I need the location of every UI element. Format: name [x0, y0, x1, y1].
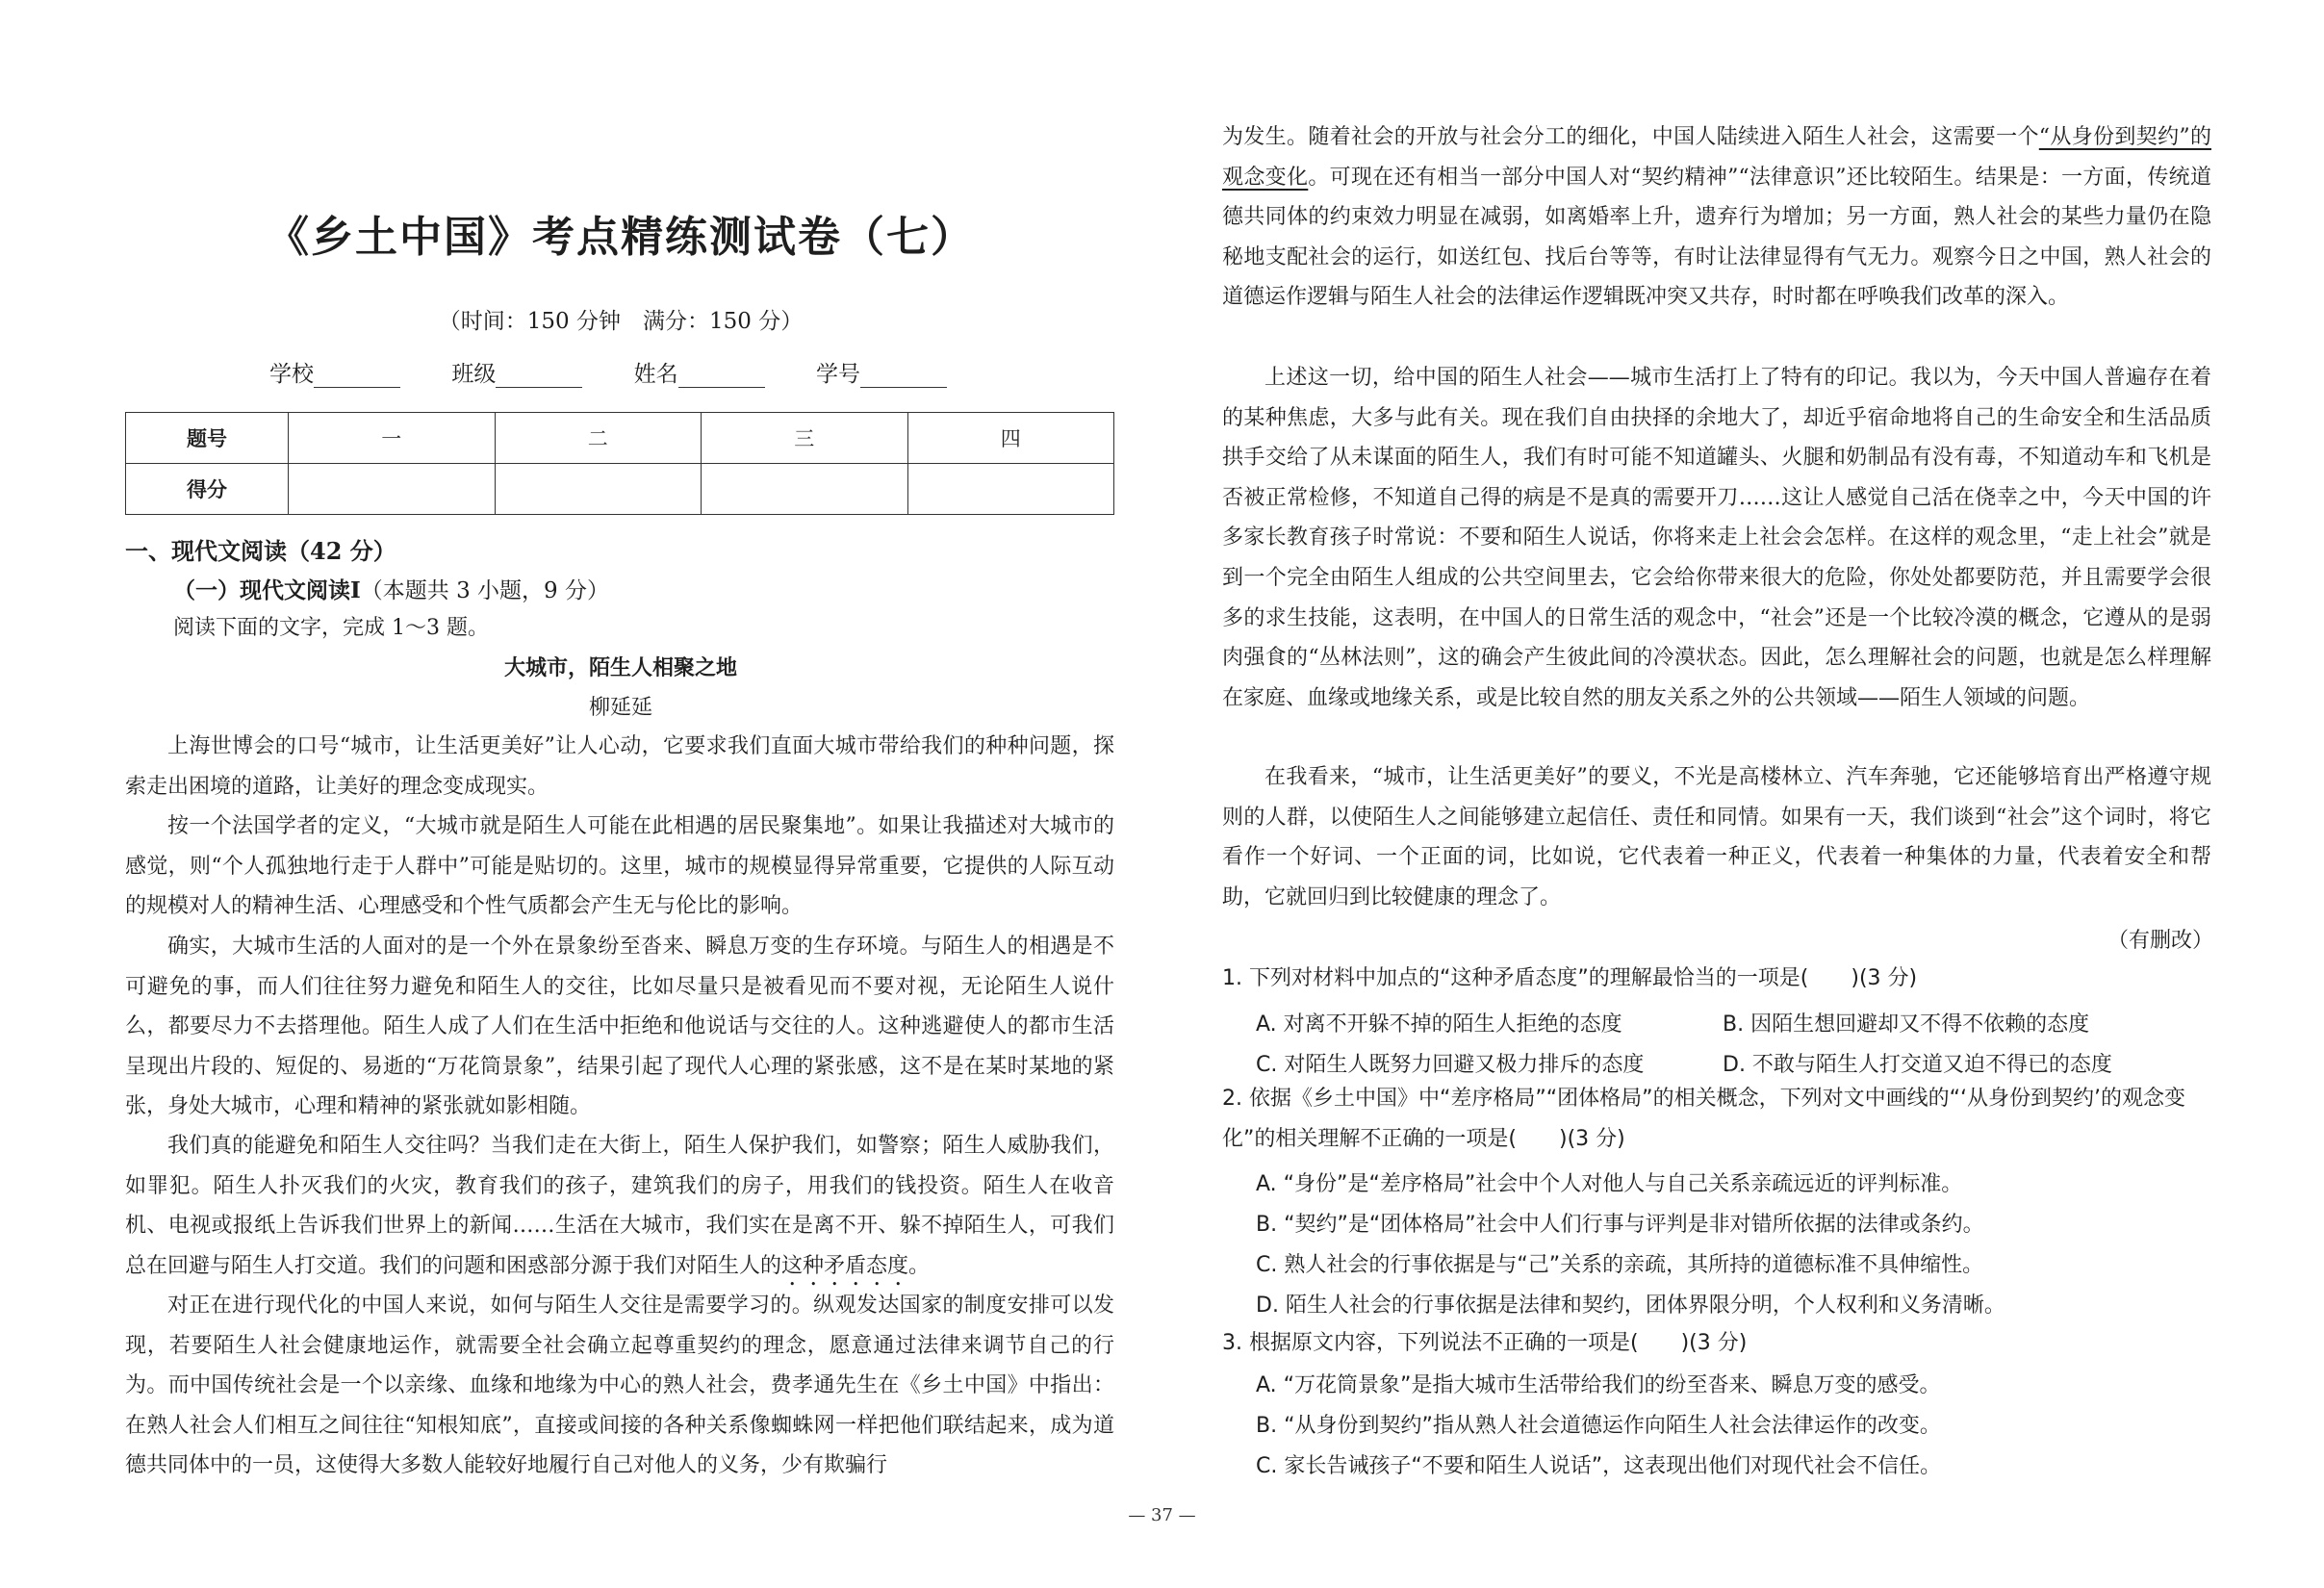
name-field[interactable]: 姓名	[634, 356, 765, 388]
score-table	[125, 412, 1114, 515]
table-head-question: 题号	[126, 413, 289, 464]
student-info-fields	[269, 356, 991, 388]
table-cell: 三	[702, 413, 908, 464]
article-paragraph-6: 为发生。随着社会的开放与社会分工的细化，中国人陆续进入陌生人社会，这需要一个“从身份到契约”的观念变化。可现在还有相当一部分中国人对“契约精神”“法律意识”还比较陌生。结果是：一方面，传统道德共同体的约束效力明显在减弱，如离婚率上升，遗弃行为增加；另一方面，熟人社会的某些力量仍在隐秘地支配社会的运行，如送红包、找后台等等，有时让法律显得有气无力。观察今日之中国，熟人社会的道德运作逻辑与陌生人社会的法律运作逻辑既冲突又共存，时时都在呼唤我们改革的深入。	[1222, 125, 2211, 310]
article-paragraph-4: 我们真的能避免和陌生人交往吗？当我们走在大街上，陌生人保护我们，如警察；陌生人威胁我们，如罪犯。陌生人扑灭我们的火灾，教育我们的孩子，建筑我们的房子，用我们的钱投资。陌生人在收音机、电视或报纸上告诉我们世界上的新闻……生活在大城市，我们实在是离不开、躲不掉陌生人，可我们总在回避与陌生人打交道。我们的问题和困惑部分源于我们对陌生人的这种矛盾态度。	[125, 1134, 1114, 1278]
question-1-option-b[interactable]: B. 因陌生想回避却又不得不依赖的态度	[1723, 1012, 2090, 1037]
article-paragraph-5: 对正在进行现代化的中国人来说，如何与陌生人交往是需要学习的。纵观发达国家的制度安排可以发现，若要陌生人社会健康地运作，就需要全社会确立起尊重契约的理念，愿意通过法律来调节自己的行为。而中国传统社会是一个以亲缘、血缘和地缘为中心的熟人社会，费孝通先生在《乡土中国》中指出：在熟人社会人们相互之间往往“知根知底”，直接或间接的各种关系像蜘蛛网一样把他们联结起来，成为道德共同体中的一员，这使得大多数人能较好地履行自己对他人的义务，少有欺骗行	[125, 1293, 1114, 1478]
school-field[interactable]: 学校	[269, 356, 400, 388]
class-field[interactable]: 班级	[451, 356, 582, 388]
question-3-option-b[interactable]: B. “从身份到契约”指从熟人社会道德运作向陌生人社会法律运作的改变。	[1256, 1414, 1941, 1438]
table-row	[126, 413, 1114, 464]
table-row	[126, 464, 1114, 515]
question-1: 1. 下列对材料中加点的“这种矛盾态度”的理解最恰当的一项是( )(3 分)	[1222, 966, 1918, 990]
underlined-phrase: “从身份到契约”的观念变化	[1222, 125, 2211, 190]
score-cell[interactable]	[702, 464, 908, 515]
article-paragraph-2: 按一个法国学者的定义，“大城市就是陌生人可能在此相遇的居民聚集地”。如果让我描述对大城市的感觉，则“个人孤独地行走于人群中”可能是贴切的。这里，城市的规模显得异常重要，它提供的人际互动的规模对人的精神生活、心理感受和个性气质都会产生无与伦比的影响。	[125, 814, 1114, 919]
score-cell[interactable]	[495, 464, 702, 515]
article-paragraph-7: 上述这一切，给中国的陌生人社会——城市生活打上了特有的印记。我以为，今天中国人普遍存在着的某种焦虑，大多与此有关。现在我们自由抉择的余地大了，却近乎宿命地将自己的生命安全和生活品质拱手交给了从未谋面的陌生人，我们有时可能不知道罐头、火腿和奶制品有没有毒，不知道动车和飞机是否被正常检修，不知道自己得的病是不是真的需要开刀……这让人感觉自己活在侥幸之中，今天中国的许多家长教育孩子时常说：不要和陌生人说话，你将来走上社会会怎样。在这样的观念里，“走上社会”就是到一个完全由陌生人组成的公共空间里去，它会给你带来很大的危险，你处处都要防范，并且需要学会很多的求生技能，这表明，在中国人的日常生活的观念中，“社会”还是一个比较冷漠的概念，它遵从的是弱肉强食的“丛林法则”，这的确会产生彼此间的冷漠状态。因此，怎么理解社会的问题，也就是怎么样理解在家庭、血缘或地缘关系，或是比较自然的朋友关系之外的公共领域——陌生人领域的问题。	[1222, 366, 2211, 710]
table-head-score: 得分	[126, 464, 289, 515]
question-2-option-b[interactable]: B. “契约”是“团体格局”社会中人们行事与评判是非对错所依据的法律或条约。	[1256, 1213, 1984, 1237]
edited-note: （有删改）	[2107, 929, 2213, 953]
question-2-option-a[interactable]: A. “身份”是“差序格局”社会中个人对他人与自己关系亲疏远近的评判标准。	[1256, 1172, 1963, 1196]
exam-title: 《乡土中国》考点精练测试卷（七）	[267, 213, 975, 262]
student-id-field[interactable]: 学号	[816, 356, 947, 388]
question-1-option-c[interactable]: C. 对陌生人既努力回避又极力排斥的态度	[1256, 1053, 1645, 1077]
question-1-option-a[interactable]: A. 对离不开躲不掉的陌生人拒绝的态度	[1256, 1012, 1622, 1037]
score-cell[interactable]	[289, 464, 496, 515]
article-title: 大城市，陌生人相聚之地	[503, 655, 737, 680]
question-3-option-a[interactable]: A. “万花筒景象”是指大城市生活带给我们的纷至沓来、瞬息万变的感受。	[1256, 1373, 1941, 1397]
question-1-option-d[interactable]: D. 不敢与陌生人打交道又迫不得已的态度	[1723, 1053, 2112, 1077]
table-cell: 四	[907, 413, 1114, 464]
question-3: 3. 根据原文内容，下列说法不正确的一项是( )(3 分)	[1222, 1331, 1748, 1355]
question-2-option-c[interactable]: C. 熟人社会的行事依据是与“己”关系的亲疏，其所持的道德标准不具伸缩性。	[1256, 1253, 1984, 1277]
section-heading: 一、现代文阅读（42 分）	[125, 537, 396, 565]
question-3-option-c[interactable]: C. 家长告诫孩子“不要和陌生人说话”，这表现出他们对现代社会不信任。	[1256, 1454, 1942, 1478]
page-number: — 37 —	[1128, 1505, 1196, 1525]
dotted-phrase: 这种矛盾态度	[781, 1253, 909, 1278]
exam-time-score: （时间：150 分钟 满分：150 分）	[438, 309, 804, 334]
question-2: 2. 依据《乡土中国》中“差序格局”“团体格局”的相关概念，下列对文中画线的“‘从身份到契约’的观念变化”的相关理解不正确的一项是( )(3 分)	[1222, 1087, 2185, 1151]
subsection-heading: （一）现代文阅读Ⅰ（本题共 3 小题，9 分）	[173, 577, 609, 603]
question-2-option-d[interactable]: D. 陌生人社会的行事依据是法律和契约，团体界限分明，个人权利和义务清晰。	[1256, 1293, 2005, 1318]
article-paragraph-3: 确实，大城市生活的人面对的是一个外在景象纷至沓来、瞬息万变的生存环境。与陌生人的相遇是不可避免的事，而人们往往努力避免和陌生人的交往，比如尽量只是被看见而不要对视，无论陌生人说什么，都要尽力不去搭理他。陌生人成了人们在生活中拒绝和他说话与交往的人。这种逃避使人的都市生活呈现出片段的、短促的、易逝的“万花筒景象”，结果引起了现代人心理的紧张感，这不是在某时某地的紧张，身处大城市，心理和精神的紧张就如影相随。	[125, 935, 1114, 1119]
table-cell: 一	[289, 413, 496, 464]
article-paragraph-8: 在我看来，“城市，让生活更美好”的要义，不光是高楼林立、汽车奔驰，它还能够培育出严格遵守规则的人群，以使陌生人之间能够建立起信任、责任和同情。如果有一天，我们谈到“社会”这个词时，将它看作一个好词、一个正面的词，比如说，它代表着一种正义，代表着一种集体的力量，代表着安全和帮助，它就回归到比较健康的理念了。	[1222, 765, 2211, 909]
score-cell[interactable]	[907, 464, 1114, 515]
reading-instruction: 阅读下面的文字，完成 1～3 题。	[173, 616, 489, 640]
article-author: 柳延延	[588, 696, 652, 720]
table-cell: 二	[495, 413, 702, 464]
article-paragraph-1: 上海世博会的口号“城市，让生活更美好”让人心动，它要求我们直面大城市带给我们的种种问题，探索走出困境的道路，让美好的理念变成现实。	[125, 734, 1114, 799]
